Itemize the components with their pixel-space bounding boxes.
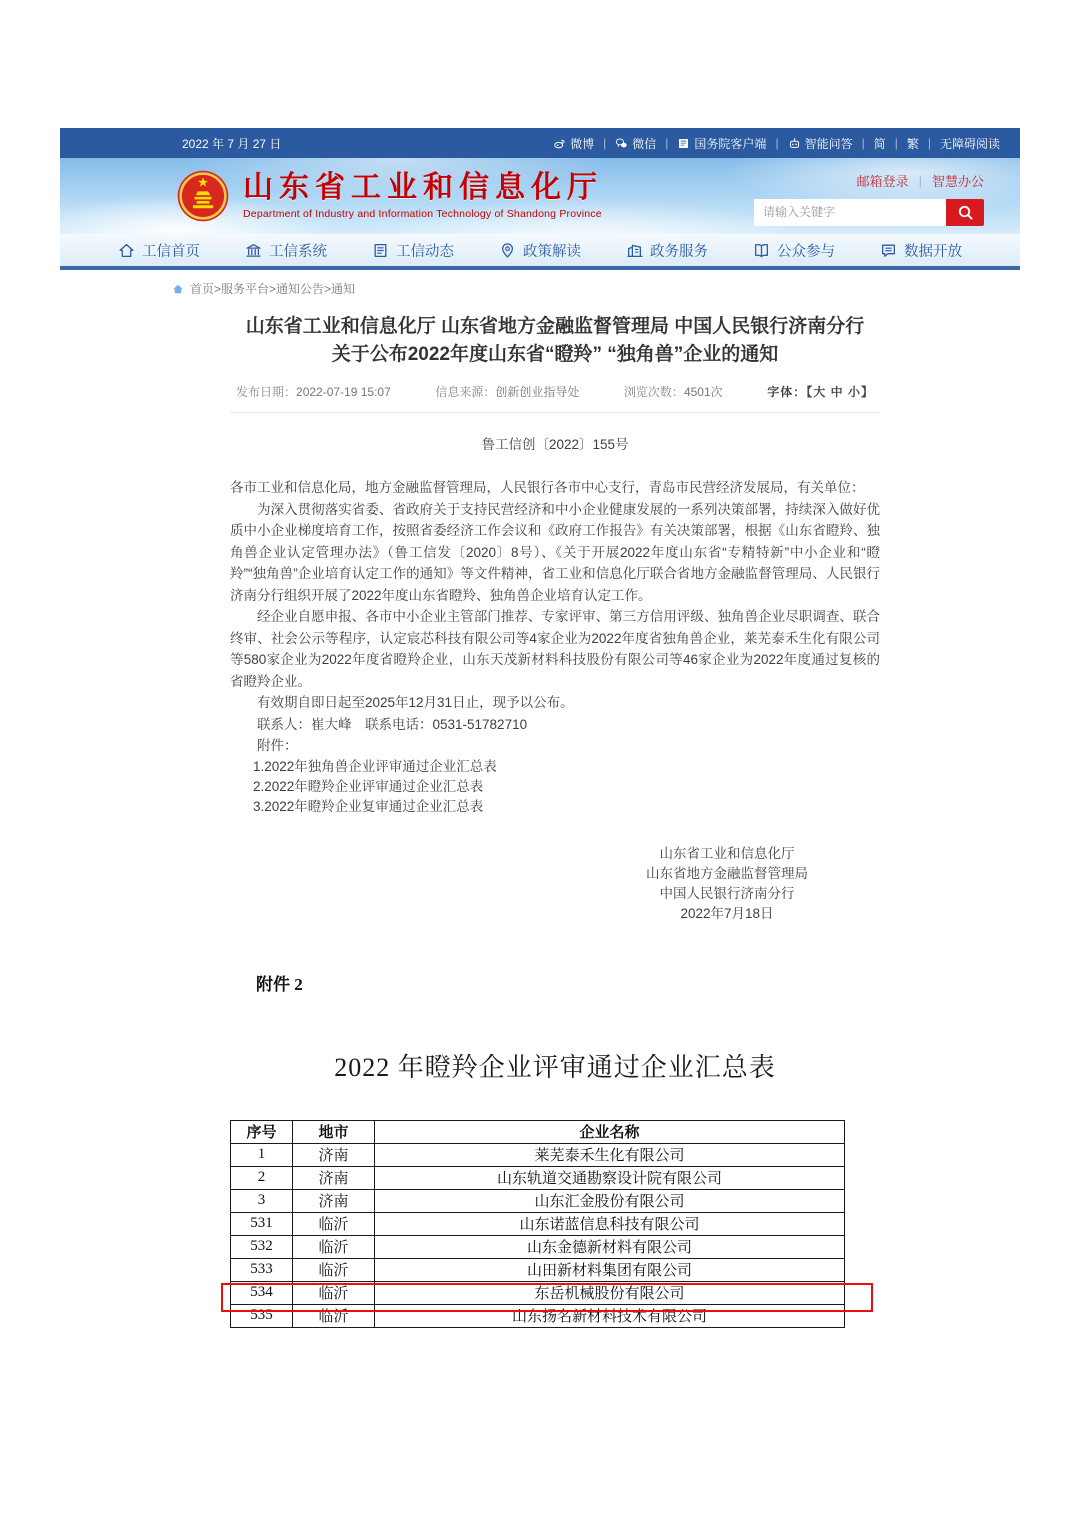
home-small-icon: [172, 283, 184, 295]
topbar-link[interactable]: [615, 135, 656, 152]
topbar-link-label: 微博: [570, 136, 595, 151]
gov-app-icon: [677, 137, 690, 150]
topbar-link-label: 国务院客户端: [694, 136, 767, 151]
masthead-right: [754, 167, 984, 226]
table-cell: 3: [231, 1189, 293, 1212]
table-row-highlighted: [231, 1281, 845, 1304]
publish-date: 发布日期：2022-07-19 15:07: [236, 385, 391, 399]
nav-item-政务服务[interactable]: [626, 240, 708, 261]
table-cell: 临沂: [293, 1235, 375, 1258]
home-icon: [118, 242, 135, 259]
table-row: [231, 1189, 845, 1212]
topbar-link[interactable]: [907, 135, 919, 152]
national-emblem-logo: [176, 169, 230, 223]
breadcrumb: [172, 280, 1020, 297]
separator: |: [775, 136, 779, 150]
signature-line: 山东省工业和信息化厅: [659, 845, 795, 861]
table-cell: 济南: [293, 1166, 375, 1189]
nav-item-label: 工信动态: [396, 243, 454, 260]
wechat-icon: [615, 137, 628, 150]
table-cell: 山东金德新材料有限公司: [375, 1235, 845, 1258]
breadcrumb-text[interactable]: 首页>服务平台>通知公告>通知: [190, 282, 356, 296]
site-title: 山东省工业和信息化厅: [243, 170, 603, 204]
nav-item-数据开放[interactable]: [880, 240, 962, 261]
nav-item-政策解读[interactable]: [499, 240, 581, 261]
table-cell: 临沂: [293, 1212, 375, 1235]
separator: |: [927, 136, 931, 150]
nav-item-工信动态[interactable]: [372, 240, 454, 261]
table-row: [231, 1304, 845, 1327]
table-cell: 山东诺蓝信息科技有限公司: [375, 1212, 845, 1235]
table-row: [231, 1235, 845, 1258]
paragraphs: [230, 499, 880, 714]
site-container: [60, 128, 1020, 1328]
table-cell: 2: [231, 1166, 293, 1189]
services-icon: [626, 242, 643, 259]
separator: |: [861, 136, 865, 150]
salutation: 各市工业和信息化局，地方金融监督管理局，人民银行各市中心支行，青岛市民营经济发展局，有关单位：: [230, 480, 865, 495]
attachment-item: 3.2022年瞪羚企业复审通过企业汇总表: [252, 798, 484, 814]
attachment2-table-title: 2022 年瞪羚企业评审通过企业汇总表: [334, 1052, 776, 1082]
table-cell: 山东轨道交通勘察设计院有限公司: [375, 1166, 845, 1189]
quick-links: [857, 171, 984, 190]
topbar-link-label: 简: [873, 136, 886, 151]
nav-item-工信首页[interactable]: [118, 240, 200, 261]
font-size-small[interactable]: 小: [847, 385, 861, 399]
search-icon: [957, 204, 974, 221]
article-title-line2: 关于公布2022年度山东省“瞪羚” “独角兽”企业的通知: [331, 344, 779, 365]
topbar-link[interactable]: [553, 135, 594, 152]
nav-item-label: 政务服务: [650, 243, 708, 260]
table-cell: 533: [231, 1258, 293, 1281]
table-cell: 1: [231, 1143, 293, 1166]
nav-item-label: 政策解读: [523, 243, 581, 260]
table-cell: 山田新材料集团有限公司: [375, 1258, 845, 1281]
robot-icon: [788, 137, 801, 150]
signature-line: 中国人民银行济南分行: [659, 885, 795, 901]
paragraph: 经企业自愿申报、各市中小企业主管部门推荐、专家评审、第三方信用评级、独角兽企业尽职调查、联合终审、社会公示等程序，认定宸芯科技有限公司等4家企业为2022年度省独角兽企业，莱芜泰禾生化有限公司等580家企业为2022年度省瞪羚企业，山东天茂新材料科技股份有限公司等46家企业为2022年度通过复核的省瞪羚企业。: [230, 609, 880, 689]
table-header-cell: 序号: [231, 1120, 293, 1143]
separator: |: [918, 172, 922, 188]
table-row: [231, 1258, 845, 1281]
table-cell: 临沂: [293, 1258, 375, 1281]
site-identity: [243, 172, 603, 221]
separator: |: [665, 136, 669, 150]
table-row: [231, 1212, 845, 1235]
topbar-link[interactable]: [677, 135, 766, 152]
info-source: 信息来源：创新创业指导处: [435, 385, 580, 399]
table-cell: 济南: [293, 1143, 375, 1166]
document-number: 鲁工信创〔2022〕155号: [481, 437, 629, 452]
font-size-medium[interactable]: 中: [830, 385, 844, 399]
search-bar: [754, 199, 984, 226]
site-subtitle: Department of Industry and Information Technology of Shandong Province: [243, 208, 602, 221]
attachment2-section: [230, 970, 880, 1328]
table-cell: 东岳机械股份有限公司: [375, 1281, 845, 1304]
weibo-icon: [553, 137, 566, 150]
participation-icon: [753, 242, 770, 259]
topbar-link-label: 繁: [906, 136, 919, 151]
search-input[interactable]: [754, 199, 946, 226]
table-cell: 山东汇金股份有限公司: [375, 1189, 845, 1212]
contact-line: 联系人：崔大峰 联系电话：0531-51782710: [257, 716, 528, 732]
table-cell: 532: [231, 1235, 293, 1258]
font-size-large[interactable]: 大: [813, 385, 827, 399]
table-cell: 莱芜泰禾生化有限公司: [375, 1143, 845, 1166]
search-button[interactable]: [946, 199, 984, 226]
table-cell: 临沂: [293, 1281, 375, 1304]
topbar: [60, 128, 1020, 158]
topbar-link-label: 无障碍阅读: [939, 136, 1000, 151]
smart-office-link[interactable]: 智慧办公: [931, 173, 984, 189]
attachments-label: 附件：: [257, 738, 298, 753]
article-meta: [230, 383, 880, 413]
attachments-list: [230, 757, 880, 817]
news-icon: [372, 242, 389, 259]
topbar-links: [553, 135, 1000, 152]
nav-item-label: 公众参与: [777, 243, 835, 260]
topbar-link-label: 智能问答: [804, 136, 853, 151]
table-header-row: [231, 1120, 845, 1143]
nav-item-工信系统[interactable]: [245, 240, 327, 261]
attachment2-label: 附件 2: [256, 974, 303, 994]
topbar-date: 2022 年 7 月 27 日: [182, 136, 282, 151]
paragraph: 为深入贯彻落实省委、省政府关于支持民营经济和中小企业健康发展的一系列决策部署，持续深入做好优质中小企业梯度培育工作，按照省委经济工作会议和《政府工作报告》有关决策部署，根据《山东省瞪羚、独角兽企业认定管理办法》（鲁工信发〔2020〕8号）、《关于开展2022年度山东省“专精特新”中小企业和“瞪羚”“独角兽”企业培育认定工作的通知》等文件精神，省工业和信息化厅联合省地方金融监督管理局、人民银行济南分行组织开展了2022年度山东省瞪羚、独角兽企业培育认定工作。: [230, 501, 880, 603]
nav-item-label: 数据开放: [904, 243, 962, 260]
table-cell: 山东扬名新材料技术有限公司: [375, 1304, 845, 1327]
article-title: [230, 313, 880, 369]
table-row: [231, 1166, 845, 1189]
signature-line: 山东省地方金融监督管理局: [646, 865, 808, 881]
attachment-item: 2.2022年瞪羚企业评审通过企业汇总表: [252, 778, 484, 794]
main-nav: [60, 234, 1020, 270]
article-title-line1: 山东省工业和信息化厅 山东省地方金融监督管理局 中国人民银行济南分行: [245, 316, 865, 337]
table-cell: 临沂: [293, 1304, 375, 1327]
separator: |: [603, 136, 607, 150]
attachment-item: 1.2022年独角兽企业评审通过企业汇总表: [252, 758, 497, 774]
article-body: [230, 477, 880, 924]
enterprise-table-wrap: [230, 1120, 845, 1328]
view-count: 浏览次数：4501次: [623, 385, 723, 399]
topbar-link[interactable]: [788, 135, 853, 152]
mail-login-link[interactable]: 邮箱登录: [856, 173, 909, 189]
topbar-link-label: 微信: [632, 136, 657, 151]
masthead: [60, 158, 1020, 234]
topbar-link[interactable]: [874, 135, 886, 152]
nav-item-label: 工信首页: [142, 243, 200, 260]
nav-item-公众参与[interactable]: [753, 240, 835, 261]
enterprise-table: [230, 1120, 845, 1328]
table-row: [231, 1143, 845, 1166]
table-cell: 535: [231, 1304, 293, 1327]
signature-block: [646, 844, 808, 924]
data-icon: [880, 242, 897, 259]
topbar-link[interactable]: [940, 135, 1000, 152]
signature-line: 2022年7月18日: [680, 905, 774, 921]
separator: |: [894, 136, 898, 150]
table-cell: 531: [231, 1212, 293, 1235]
notice-article: [230, 313, 880, 924]
policy-icon: [499, 242, 516, 259]
font-size-controls: 字体：【大 中 小】: [767, 385, 874, 399]
table-header-cell: 企业名称: [375, 1120, 845, 1143]
table-cell: 534: [231, 1281, 293, 1304]
nav-item-label: 工信系统: [269, 243, 327, 260]
table-cell: 济南: [293, 1189, 375, 1212]
bank-icon: [245, 242, 262, 259]
table-header-cell: 地市: [293, 1120, 375, 1143]
paragraph: 有效期自即日起至2025年12月31日止，现予以公布。: [257, 695, 574, 710]
